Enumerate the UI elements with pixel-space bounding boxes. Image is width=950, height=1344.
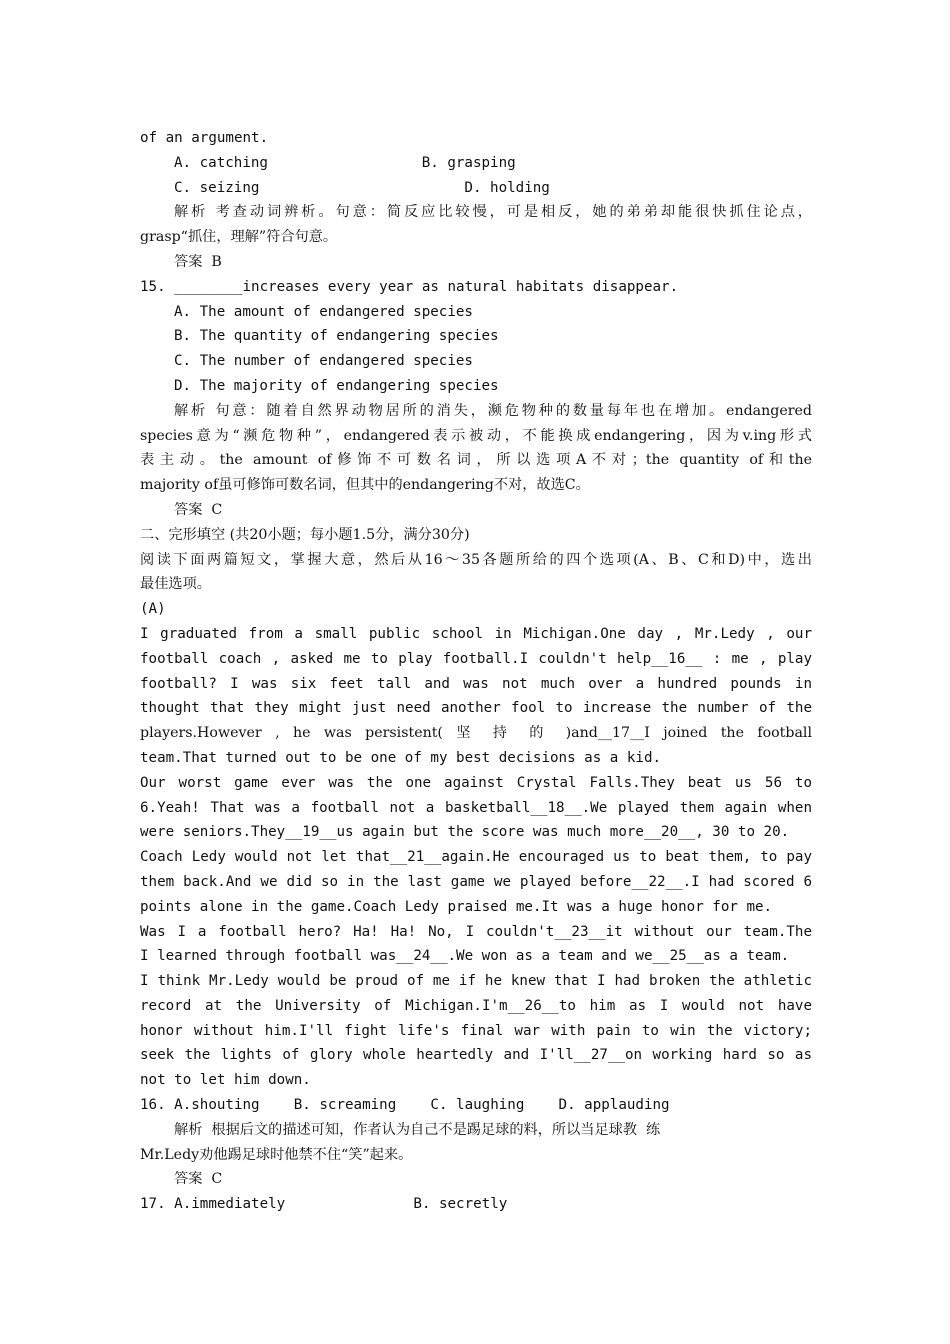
passage-line: record at the University of Michigan.I'm__26__to him as I would not have [140,997,812,1014]
passage-line: were seniors.They__19__us again but the score was much more__20__, 30 to 20. [140,824,790,841]
instruction-line: 阅读下面两篇短文，掌握大意，然后从16～35各题所给的四个选项(A、B、C和D)中，选出 [140,551,812,568]
section-heading: 二、完形填空 (共20小题；每小题1.5分，满分30分) [140,526,470,543]
passage-line: team.That turned out to be one of my best decisions as a kid. [140,749,662,766]
passage-line: Coach Ledy would not let that__21__again.He encouraged us to beat them, to pay [140,849,812,866]
analysis-line: majority of虽可修饰可数名词，但其中的endangering不对，故选C。 [140,477,590,494]
passage-line: Our worst game ever was the one against Crystal Falls.They beat us 56 to [140,774,812,791]
option-line: A. catching B. grasping [174,154,516,171]
option-line: B. The quantity of endangering species [174,328,499,345]
analysis-line: Mr.Ledy劝他踢足球时他禁不住“笑”起来。 [140,1146,413,1163]
analysis-line: grasp“抓住，理解”符合句意。 [140,229,338,246]
analysis-line: 解析 考查动词辨析。句意：简反应比较慢，可是相反，她的弟弟却能很快抓住论点， [174,204,812,221]
option-line: D. The majority of endangering species [174,377,499,394]
analysis-line: 解析 根据后文的描述可知，作者认为自己不是踢足球的料，所以当足球教 练 [174,1121,661,1138]
instruction-line: 最佳选项。 [140,576,211,593]
question-15: 15. ________increases every year as natural habitats disappear. [140,278,679,295]
passage-line: seek the lights of glory whole heartedly and I'll__27__on working hard so as [140,1047,812,1064]
question-17-options: 17. A.immediately B. secretly [140,1196,508,1213]
option-line: A. The amount of endangered species [174,303,473,320]
passage-line: them back.And we did so in the last game we played before__22__.I had scored 6 [140,873,812,890]
answer-line: 答案 B [174,253,222,270]
passage-line: football coach , asked me to play football.I couldn't help__16__ : me , play [140,650,812,667]
text-line: of an argument. [140,130,269,146]
passage-line: Was I a football hero? Ha! Ha! No, I couldn't__23__it without our team.The [140,923,812,940]
passage-line: players.However , he was persistent( 坚 持 的 )and__17__I joined the football [140,725,812,742]
option-line: C. The number of endangered species [174,353,473,370]
passage-line: 6.Yeah! That was a football not a basketball__18__.We played them again when [140,799,812,816]
analysis-line: 解析 句意：随着自然界动物居所的消失，濒危物种的数量每年也在增加。endangered [174,402,812,419]
answer-line: 答案 C [174,1171,223,1188]
document-page [140,126,812,1217]
passage-line: points alone in the game.Coach Ledy praised me.It was a huge honor for me. [140,898,773,915]
answer-line: 答案 C [174,501,223,518]
passage-label: (A) [140,601,166,618]
analysis-line: 表主动。the amount of修饰不可数名词，所以选项A不对；the quantity of和the [140,452,812,469]
passage-line: not to let him down. [140,1072,311,1089]
passage-line: I think Mr.Ledy would be proud of me if he knew that I had broken the athletic [140,973,812,990]
passage-line: thought that they might just need another fool to increase the number of the [140,700,812,717]
passage-line: I graduated from a small public school in Michigan.One day , Mr.Ledy , our [140,625,812,642]
passage-line: football? I was six feet tall and was not much over a hundred pounds in [140,675,812,692]
option-line: C. seizing D. holding [174,179,550,196]
analysis-line: species意为“濒危物种”，endangered表示被动，不能换成endangering，因为v.ing形式 [140,427,812,444]
passage-line: honor without him.I'll fight life's final war with pain to win the victory; [140,1022,812,1039]
question-16-options: 16. A.shouting B. screaming C. laughing D. applauding [140,1097,670,1114]
passage-line: I learned through football was__24__.We won as a team and we__25__as a team. [140,948,790,965]
